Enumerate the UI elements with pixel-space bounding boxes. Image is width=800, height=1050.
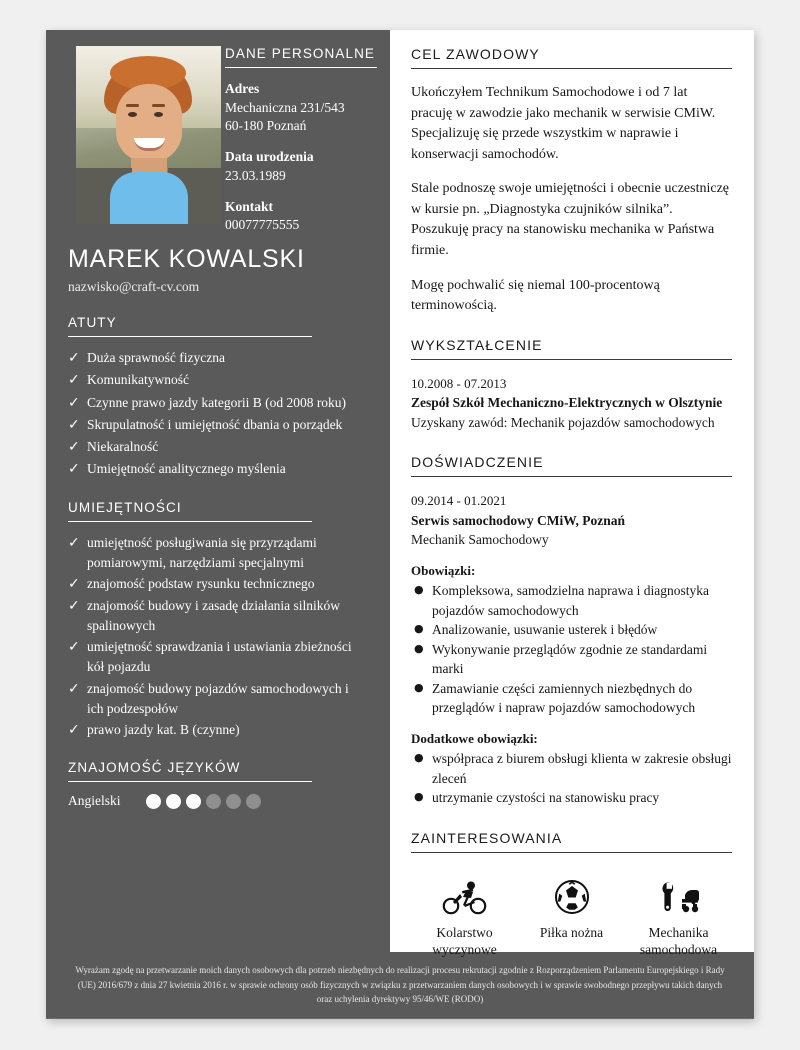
heading-rule <box>68 336 312 337</box>
check-icon: ✓ <box>68 597 80 614</box>
check-icon: ✓ <box>68 461 80 478</box>
interest-label <box>411 924 518 960</box>
contact-label: Kontakt <box>225 198 274 214</box>
experience-section <box>411 454 732 807</box>
list-item <box>68 533 368 574</box>
skill-text: znajomość budowy pojazdów samochodowych i ich podzespołów <box>87 680 349 716</box>
strength-text: Niekaralność <box>87 439 159 455</box>
check-icon: ✓ <box>68 416 80 433</box>
bullet-icon: ● <box>414 790 424 804</box>
list-item <box>68 348 368 368</box>
check-icon: ✓ <box>68 394 80 411</box>
check-icon: ✓ <box>68 350 80 366</box>
heading-rule <box>225 67 377 68</box>
address-line-1: Mechaniczna 231/543 <box>225 99 345 115</box>
list-item <box>414 581 732 620</box>
skill-text: znajomość podstaw rysunku technicznego <box>87 576 315 592</box>
interest-label-line2: wyczynowe <box>432 942 497 958</box>
language-level-dot-2 <box>166 794 181 809</box>
strength-text: Skrupulatność i umiejętność dbania o porządek <box>87 416 343 432</box>
interest-label-line1: Mechanika <box>648 924 709 940</box>
bullet-icon: ● <box>414 583 424 597</box>
skill-text: prawo jazdy kat. B (czynne) <box>87 722 240 738</box>
address-label: Adres <box>225 81 260 96</box>
strengths-list <box>68 348 368 480</box>
skill-text: umiejętność posługiwania się przyrządami pomiarowymi, narzędziami specjalnymi <box>87 534 317 571</box>
list-item <box>414 749 732 788</box>
list-item <box>68 596 368 637</box>
interest-item-football <box>518 869 625 960</box>
strength-text: Umiejętność analitycznego myślenia <box>87 461 286 477</box>
duties-list <box>414 581 732 718</box>
education-organization: Zespół Szkół Mechaniczno-Elektrycznych w Olsztynie <box>411 395 723 411</box>
skills-heading: UMIEJĘTNOŚCI <box>68 499 182 515</box>
skills-section <box>68 500 368 741</box>
interests-list <box>411 869 732 960</box>
birthdate-value: 23.03.1989 <box>225 167 286 183</box>
list-item <box>68 370 368 390</box>
interest-label <box>518 924 625 942</box>
duty-text: Zamawianie części zamiennych niezbędnych do przeglądów i napraw pojazdów samochodowych <box>432 680 696 716</box>
strengths-heading: ATUTY <box>68 315 117 330</box>
consent-footer <box>46 952 754 1019</box>
contact-value: 00077775555 <box>225 217 300 233</box>
skill-text: umiejętność sprawdzania i ustawiania zbieżności kół pojazdu <box>87 639 352 675</box>
objective-paragraph: Stale podnoszę swoje umiejętności i obecnie uczestniczę w kursie pn. „Diagnostyka czujników silnika”. Poszukuję pracy na stanowisku mechanika w Państwa firmie. <box>411 181 730 259</box>
heading-rule <box>411 359 732 360</box>
strength-text: Duża sprawność fizyczna <box>87 350 225 365</box>
objective-paragraph: Mogę pochwalić się niemal 100-procentową terminowością. <box>411 277 660 314</box>
list-item <box>68 679 368 720</box>
list-item <box>68 393 368 413</box>
experience-organization: Serwis samochodowy CMiW, Poznań <box>411 512 626 528</box>
bullet-icon: ● <box>414 622 424 636</box>
bullet-icon: ● <box>414 641 424 655</box>
strengths-section <box>68 315 368 480</box>
experience-position: Mechanik Samochodowy <box>411 532 549 548</box>
list-item <box>68 415 368 435</box>
bullet-icon: ● <box>414 680 424 694</box>
objective-heading: CEL ZAWODOWY <box>411 46 540 62</box>
interest-item-cycling <box>411 869 518 960</box>
heading-rule <box>68 781 312 782</box>
list-item <box>68 437 368 457</box>
personal-field-contact <box>225 197 377 235</box>
heading-rule <box>411 68 732 69</box>
check-icon: ✓ <box>68 680 80 697</box>
duty-text: współpraca z biurem obsługi klienta w zakresie obsługi zleceń <box>432 750 732 786</box>
candidate-email[interactable]: nazwisko@craft-cv.com <box>68 279 200 294</box>
language-level-dot-5 <box>226 794 241 809</box>
car-wrench-icon <box>625 869 732 915</box>
bullet-icon: ● <box>414 750 424 764</box>
cyclist-icon <box>411 869 518 915</box>
personal-field-birthdate <box>225 147 377 185</box>
list-item <box>68 459 368 479</box>
list-item <box>68 574 368 594</box>
skill-text: znajomość budowy i zasadę działania silników spalinowych <box>87 597 341 633</box>
consent-text: Wyrażam zgodę na przetwarzanie moich danych osobowych dla potrzeb niezbędnych do realizacji procesu rekrutacji zgodnie z Rozporządzeniem Parlamentu Europejskiego i Rady (UE) 2016/679 z dnia 27 kwietnia 2016 r. w sprawie ochrony osób fizycznych w związku z przetwarzaniem danych osobowych i w sprawie swobodnego przepływu takich danych oraz uchylenia dyrektywy 95/46/WE (RODO) <box>75 965 725 1005</box>
interest-item-car-mechanics <box>625 869 732 960</box>
list-item <box>414 679 732 718</box>
interest-label-line2: samochodowa <box>639 942 718 958</box>
sidebar <box>46 30 390 952</box>
heading-rule <box>411 476 732 477</box>
language-level-dot-1 <box>146 794 161 809</box>
language-level-dot-4 <box>206 794 221 809</box>
interests-heading: ZAINTERESOWANIA <box>411 829 563 846</box>
address-line-2: 60-180 Poznań <box>225 118 307 134</box>
language-row-angielski <box>68 793 368 809</box>
strength-text: Czynne prawo jazdy kategorii B (od 2008 roku) <box>87 394 347 410</box>
extra-duties-title: Dodatkowe obowiązki: <box>411 730 538 746</box>
list-item <box>68 637 368 678</box>
duty-text: Analizowanie, usuwanie usterek i błędów <box>432 622 658 638</box>
duty-text: Wykonywanie przeglądów zgodnie ze standardami marki <box>432 641 708 677</box>
language-name: Angielski <box>68 793 121 809</box>
languages-heading: ZNAJOMOŚĆ JĘZYKÓW <box>68 760 241 776</box>
list-item <box>414 620 732 640</box>
objective-section <box>411 46 732 317</box>
duties-title: Obowiązki: <box>411 563 476 579</box>
extra-duties-list <box>414 749 732 808</box>
soccer-ball-icon <box>518 869 625 915</box>
personal-details-block <box>225 46 377 246</box>
cv-page <box>46 30 754 1019</box>
interest-label-line1: Piłka nożna <box>539 924 604 940</box>
check-icon: ✓ <box>68 576 80 593</box>
heading-rule <box>68 521 312 522</box>
check-icon: ✓ <box>68 534 80 551</box>
education-date: 10.2008 - 07.2013 <box>411 375 507 391</box>
languages-section <box>68 760 368 809</box>
check-icon: ✓ <box>68 639 80 656</box>
duty-text: utrzymanie czystości na stanowisku pracy <box>432 790 660 806</box>
list-item <box>414 640 732 679</box>
interest-label <box>625 924 732 960</box>
skills-list <box>68 533 368 741</box>
experience-heading: DOŚWIADCZENIE <box>411 454 544 471</box>
duty-text: Kompleksowa, samodzielna naprawa i diagnostyka pojazdów samochodowych <box>432 583 710 618</box>
interests-section <box>411 830 732 960</box>
strength-text: Komunikatywność <box>87 372 189 388</box>
experience-date: 09.2014 - 01.2021 <box>411 493 507 509</box>
check-icon: ✓ <box>68 722 80 739</box>
interest-label-line1: Kolarstwo <box>436 924 493 940</box>
cv-columns <box>46 30 754 958</box>
personal-details-heading: DANE PERSONALNE <box>225 46 376 61</box>
profile-photo <box>76 46 221 224</box>
objective-paragraph: Ukończyłem Technikum Samochodowe i od 7 lat pracuję w zawodzie jako mechanik w serwisie CMiW. Specjalizuję się przede wszystkim w naprawie i konserwacji samochodów. <box>411 85 716 162</box>
heading-rule <box>411 852 732 853</box>
list-item <box>68 720 368 740</box>
birthdate-label: Data urodzenia <box>225 149 314 165</box>
check-icon: ✓ <box>68 372 80 389</box>
personal-field-address <box>225 79 377 136</box>
education-heading: WYKSZTAŁCENIE <box>411 336 543 353</box>
language-level-dot-6 <box>246 794 261 809</box>
main-column <box>390 30 754 958</box>
check-icon: ✓ <box>68 439 80 456</box>
language-level-dot-3 <box>186 794 201 809</box>
candidate-name: MAREK KOWALSKI <box>68 245 305 273</box>
education-entry <box>411 374 732 433</box>
list-item <box>414 788 732 808</box>
education-qualification: Uzyskany zawód: Mechanik pojazdów samochodowych <box>411 414 715 430</box>
education-section <box>411 337 732 433</box>
experience-entry <box>411 491 732 550</box>
